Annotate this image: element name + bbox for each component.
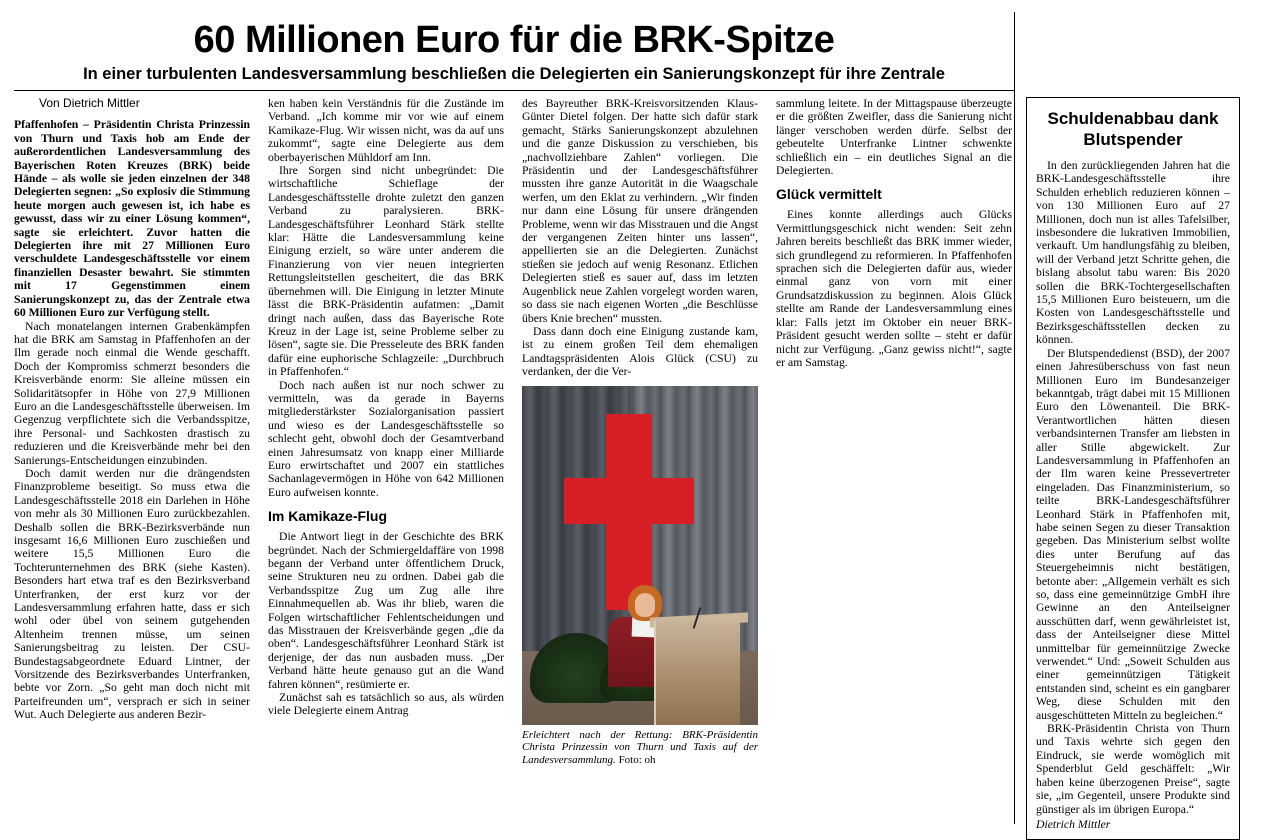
section-heading-kamikaze: Im Kamikaze-Flug <box>268 508 388 525</box>
sidebar-paragraph: BRK-Präsidentin Christa von Thurn und Taxis wehrte sich gegen den Eindruck, sie werde womöglich mit Spenderblut Geld geschäffelt: „Wir haben keine überzogenen Preise“, sagte sie, „im Gegenteil, unsere Produkte sind günstiger als im übrigen Europa.“ <box>1036 722 1230 816</box>
photo-caption <box>522 729 758 767</box>
photo-brk-president <box>522 386 758 725</box>
article-photo-block <box>522 386 758 767</box>
paragraph: ken haben kein Verständnis für die Zustände im Verband. „Ich komme mir vor wie auf einem Kamikaze-Flug. Wir wissen nicht, was da auf uns zukommt“, sagte eine Delegierte aus dem oberbayerischen Mühldorf am Inn. <box>268 97 504 164</box>
column-divider <box>1014 12 1015 824</box>
header-divider <box>14 90 1014 91</box>
article-column-4 <box>776 97 1012 840</box>
paragraph: Eines konnte allerdings auch Glücks Vermittlungsgeschick nicht wenden: Seit zehn Jahren bereits beschließt das BRK immer wieder, sich grundlegend zu reformieren. In Pfaffenhofen sprachen sich die Delegierten dafür aus, wieder einmal ganz von vorn mit einer Grundsatzdiskussion zu beginnen. Alois Glück stellte am Rande der Landesversammlung eines klar: Falls jetzt im Oktober ein neuer BRK-Präsident gesucht werden sollte – steht er dafür nicht zur Verfügung. „Ganz gewiss nicht!“, sagte er am Samstag. <box>776 208 1012 369</box>
paragraph: sammlung leitete. In der Mittagspause überzeugte er die größten Zweifler, dass die Sanierung nicht länger verschoben werden dürfe. Selbst der gebeutelte Unterfranke Lintner schwenkte schließlich ein – ein deutliches Signal an die Delegierten. <box>776 97 1012 178</box>
paragraph: Zunächst sah es tatsächlich so aus, als würden viele Delegierte einem Antrag <box>268 691 504 718</box>
byline: Von Dietrich Mittler <box>39 96 140 110</box>
paragraph: Doch nach außen ist nur noch schwer zu vermitteln, was da gerade in Bayerns mitgliederstärkster Sozialorganisation passiert und wieso es der Landesgeschäftsstelle so schlecht geht, obwohl doch der Gesamtverband einen Jahresumsatz von knapp einer Milliarde Euro erwirtschaftet und 2007 ein stattliches Sachanlagevermögen in Höhe von 642 Millionen Euro aufweisen konnte. <box>268 378 504 499</box>
article-column-1 <box>14 97 250 840</box>
section-heading-glueck: Glück vermittelt <box>776 186 882 203</box>
photo-speaker-face <box>635 593 655 617</box>
article-column-3 <box>522 97 758 840</box>
paragraph: Nach monatelangen internen Grabenkämpfen hat die BRK am Samstag in Pfaffenhofen an der Ilm gerade noch einmal die Wende geschafft. Doch der Kompromiss schmerzt besonders die Kreisverbände enorm: Sie alleine müssen ein Solidaritätsopfer in Höhe von 27,9 Millionen Euro an die Landesgeschäftsstelle überweisen. Im Gegenzug verpflichtete sich die Verbandsspitze, ihre Personal- und Sachkosten drastisch zu reduzieren und die Kreisverbände mehr bei den Sanierungs-Entscheidungen einzubinden. <box>14 319 250 467</box>
sidebar-title: Schuldenabbau dank Blutspender <box>1047 109 1219 149</box>
main-columns <box>14 97 1014 840</box>
article-body <box>14 97 1255 840</box>
sidebar-box-schuldenabbau <box>1026 97 1240 840</box>
paragraph: Dass dann doch eine Einigung zustande kam, ist zu einem großen Teil dem ehemaligen Landtagspräsidenten Alois Glück (CSU) zu verdanken, der die Ver- <box>522 324 758 379</box>
page-title: 60 Millionen Euro für die BRK-Spitze <box>193 19 835 61</box>
paragraph: Pfaffenhofen – Präsidentin Christa Prinzessin von Thurn und Taxis hob am Ende der außerordentlichen Landesversammlung des Bayerischen Roten Kreuzes (BRK) beide Hände – als wolle sie jeden einzelnen der 348 Delegierten segnen: „So explosiv die Stimmung heute morgen auch gewesen ist, ich habe es gewusst, dass wir zu einer Lösung kommen“, sagte sie erleichtert. Zuvor hatten die Delegierten ihre mit 27 Millionen Euro verschuldete Landesgeschäftsstelle vor einem finanziellen Desaster bewahrt. Sie stimmten mit 17 Gegenstimmen einem Sanierungskonzept zu, das der Zentrale etwa 60 Millionen Euro zur Verfügung stellt. <box>14 118 250 320</box>
photo-lectern <box>654 621 740 725</box>
photo-caption-text: Erleichtert nach der Rettung: BRK-Präsidentin Christa Prinzessin von Thurn und Taxis auf der Landesversammlung. <box>522 728 758 766</box>
paragraph: Die Antwort liegt in der Geschichte des BRK begründet. Nach der Schmiergeldaffäre von 1998 begann der Verband unter öffentlichem Druck, seine Strukturen neu zu ordnen. Dabei gab die Verbandsspitze Zug um Zug alle ihre Einnahmequellen ab. Was ihr blieb, waren die Folgen wirtschaftlicher Fehlentscheidungen und das Misstrauen der Kreisverbände gegen „die da oben“. Landesgeschäftsführer Leonhard Stärk ist derjenige, der das nun ausbaden muss. „Der Verband hätte heute genauso gut an die Wand fahren können“, resümierte er. <box>268 530 504 691</box>
paragraph: des Bayreuther BRK-Kreisvorsitzenden Klaus-Günter Dietel folgen. Der hatte sich dafür stark gemacht, Stärks Sanierungskonzept abzulehnen und die ganze Diskussion zu verschieben, bis „nachvollziehbare Zahlen“ vorliegen. Die Präsidentin und der Landesgeschäftsführer mussten ihre ganze Autorität in die Waagschale werfen, um den Eklat zu verhindern. „Wir finden nur dann eine Lösung für unsere drängenden Probleme, wenn wir das Misstrauen und die Angst der vergangenen Zeiten hinter uns lassen“, appellierten sie an die Delegierten. Zunächst stießen sie jedoch auf wenig Resonanz. Etlichen Delegierten stieß es sauer auf, dass im letzten Augenblick neue Zahlen vorgelegt worden waren, so dass sie nach eigenen Worten „die Beschlüsse übers Knie brechen“ mussten. <box>522 97 758 325</box>
paragraph: Doch damit werden nur die drängendsten Finanzprobleme beseitigt. So muss etwa die Landesgeschäftsstelle 2018 ein Darlehen in Höhe von mehr als 30 Millionen Euro zurückbezahlen. Deshalb sollen die BRK-Bezirksverbände nun insgesamt 16,6 Millionen Euro zuschießen und weitere 15,5 Millionen Euro die Tochterunternehmen des BRK (siehe Kasten). Besonders hart etwa traf es den Bezirksverband Unterfranken, der erst kurz vor der Landesversammlung erfahren hatte, dass er sich wohl oder übel von seinem gutgehenden Altenheim trennen müsse, um seinen Sanierungsbeitrag zu leisten. Der CSU-Bundestagsabgeordnete Eduard Lintner, der Vorsitzende des Bezirksverbandes Unterfranken, bebte vor Zorn. „So geht man doch nicht mit Parteifreunden um“, versprach er sich in seiner Wut. Auch Delegierte aus anderen Bezir- <box>14 466 250 722</box>
sidebar-paragraph: In den zurückliegenden Jahren hat die BRK-Landesgeschäftsstelle ihre Schulden erheblich reduzieren können – von 130 Millionen Euro auf 27 Millionen, doch nun ist alles Tafelsilber, insbesondere die lukrativen Immobilien, verkauft. Um handlungsfähig zu bleiben, will der Verband jetzt Schritte gehen, die bislang absolut tabu waren: Bis 2020 sollen die BRK-Tochtergesellschaften 15,5 Millionen Euro beisteuern, um die Kosten von Landesgeschäftsstelle und Bezirksgeschäftsstellen decken zu können. <box>1036 159 1230 347</box>
page-subtitle: In einer turbulenten Landesversammlung beschließen die Delegierten ein Sanierungskonzept für ihre Zentrale <box>83 65 945 83</box>
article-column-2 <box>268 97 504 840</box>
paragraph: Ihre Sorgen sind nicht unbegründet: Die wirtschaftliche Schieflage der Landesgeschäftsstelle drohte zuletzt den ganzen Verband zu paralysieren. BRK-Landesgeschäftsführer Leonhard Stärk stellte klar: Hätte die Landesversammlung keine Einigung erzielt, so wäre unter anderem die Finanzierung von vier neuen integrierten Rettungsleitstellen gescheitert, die das BRK übernehmen will. Die Einigung in letzter Minute lässt die BRK-Präsidentin aufatmen: „Damit dringt nach außen, dass das Bayerische Rote Kreuz in der Lage ist, seine Probleme selber zu lösen“, sagte sie. Die Presseleute des BRK fanden dafür eine euphorische Schlagzeile: „Durchbruch in Pfaffenhofen.“ <box>268 164 504 379</box>
sidebar-signature: Dietrich Mittler <box>1036 817 1111 831</box>
sidebar-paragraph: Der Blutspendedienst (BSD), der 2007 einen Jahresüberschuss von fast neun Millionen Euro im Bundesanzeiger bekanntgab, trägt dabei mit 15 Millionen Euro den Löwenanteil. Die BRK-Verantwortlichen hätten diesen verbandsinternen Transfer am liebsten in aller Stille abgewickelt. Zur Landesversammlung in Pfaffenhofen an der Ilm waren keine Pressevertreter eingeladen. Das Finanzministerium, so teilte BRK-Landesgeschäftsführer Leonhard Stärk in Pfaffenhofen mit, habe seinen Segen zu dieser Transaktion gegeben. Das Ministerium selbst wollte dies unter Berufung auf das Steuergeheimnis nicht bestätigen, betonte aber: „Allgemein verhält es sich so, dass eine gemeinnützige GmbH ihre Gewinne an den Anteilseigner ausschütten darf, wenn gewährleistet ist, dass der Anteilseigner diese Mittel unmittelbar für gemeinnützige Zwecke verwendet.“ Und: „Soweit Schulden aus einer gemeinnützigen Tätigkeit entstanden sind, scheint es ein gangbarer Weg, diese Schulden mit den ausgeschütteten Mitteln zu begleichen.“ <box>1036 346 1230 722</box>
red-cross-horizontal-bar <box>564 478 694 524</box>
photo-credit: Foto: oh <box>618 753 656 766</box>
